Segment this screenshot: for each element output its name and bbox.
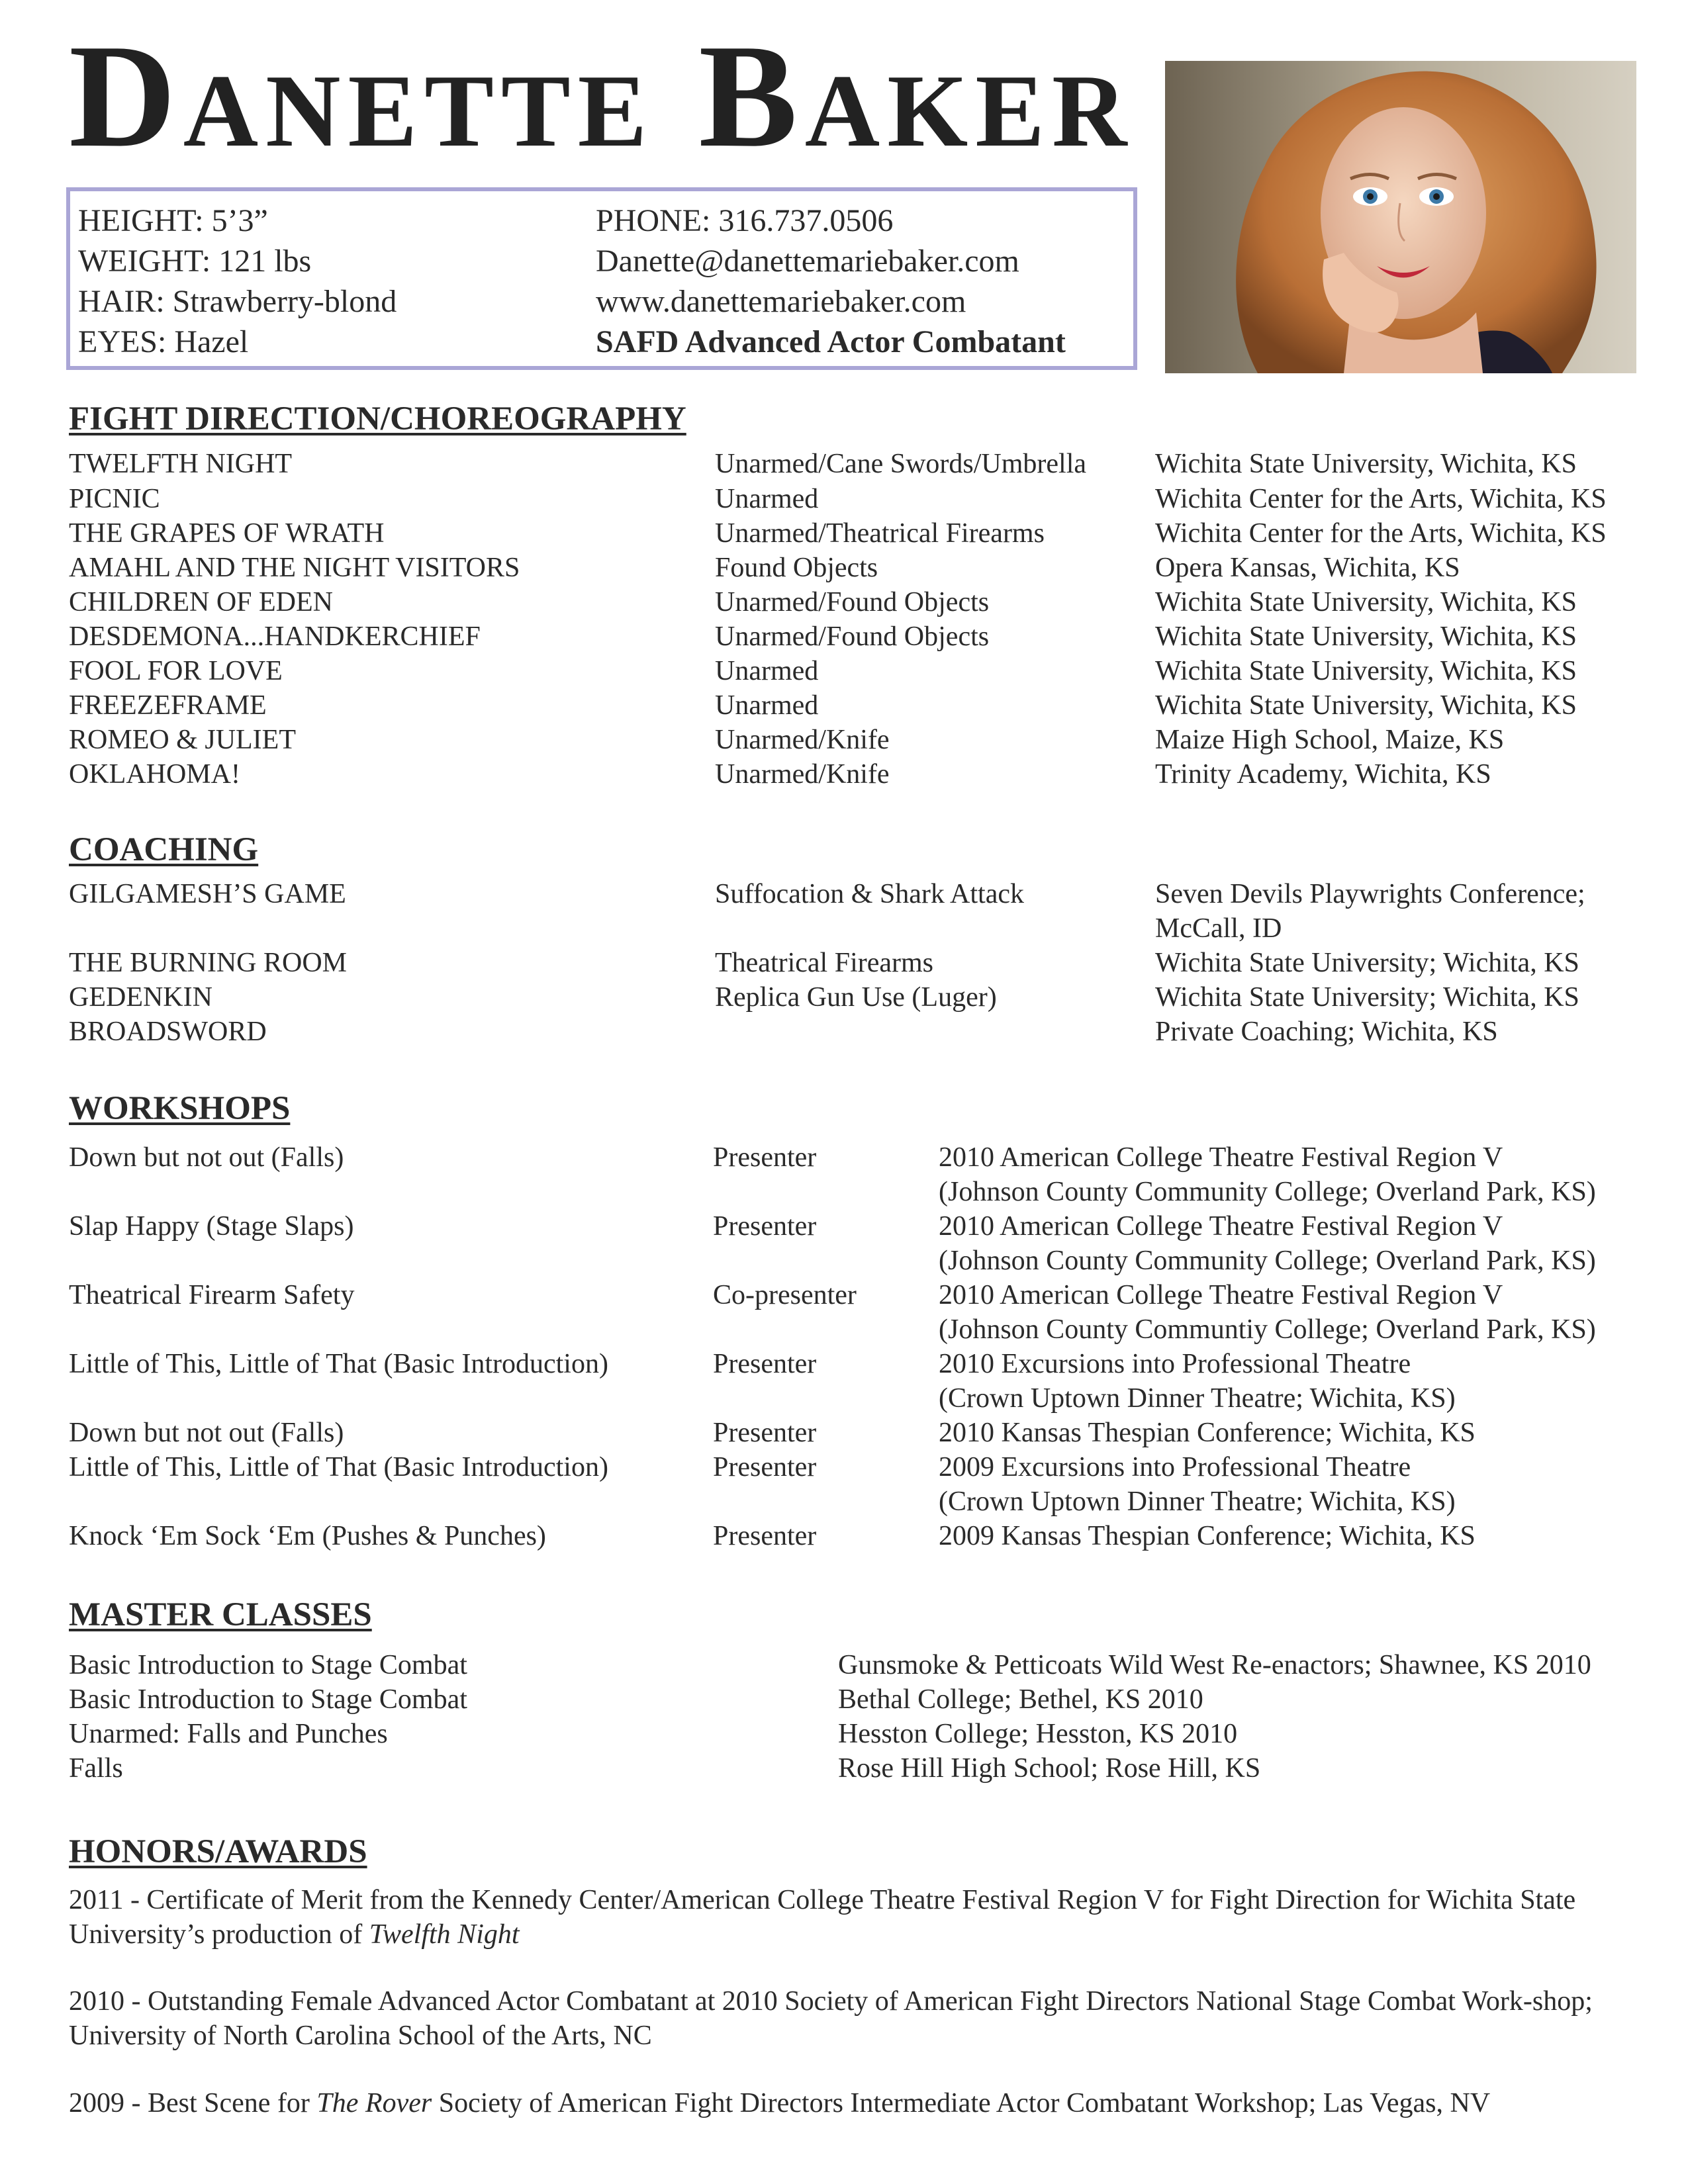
workshop-row <box>0 1244 1688 1278</box>
production-venue: Opera Kansas, Wichita, KS <box>1155 553 1460 583</box>
master-class-venue: Hesston College; Hesston, KS 2010 <box>838 1719 1238 1749</box>
fight-direction-heading: FIGHT DIRECTION/CHOREOGRAPHY <box>69 400 686 437</box>
fight-style: Unarmed/Cane Swords/Umbrella <box>715 449 1087 479</box>
workshop-title: Theatrical Firearm Safety <box>69 1280 355 1310</box>
workshop-event: 2009 Kansas Thespian Conference; Wichita, KS <box>939 1521 1476 1551</box>
workshop-title: Slap Happy (Stage Slaps) <box>69 1211 354 1242</box>
hair-text: HAIR: Strawberry-blond <box>78 284 397 319</box>
fight-style: Unarmed/Knife <box>715 759 890 790</box>
honors-heading: HONORS/AWARDS <box>69 1833 367 1870</box>
production-title: PICNIC <box>69 484 160 514</box>
workshop-row <box>0 1312 1688 1347</box>
production-title: OKLAHOMA! <box>69 759 240 790</box>
workshop-event: 2009 Excursions into Professional Theatre <box>939 1452 1411 1482</box>
name-heading: Danette Baker <box>69 14 1135 178</box>
honor-production-title: The Rover <box>316 2088 432 2118</box>
contact-info-box <box>66 187 1137 370</box>
production-title: THE BURNING ROOM <box>69 948 347 978</box>
honor-text: 2009 - Best Scene for <box>69 2088 317 2118</box>
workshop-event: (Crown Uptown Dinner Theatre; Wichita, KS) <box>939 1383 1456 1414</box>
workshop-event: (Johnson County Communtiy College; Overland Park, KS) <box>939 1314 1596 1345</box>
coaching-row <box>0 877 1688 911</box>
production-title: AMAHL AND THE NIGHT VISITORS <box>69 553 520 583</box>
coaching-venue: Private Coaching; Wichita, KS <box>1155 1017 1498 1047</box>
fight-direction-row <box>0 447 1688 481</box>
coaching-venue: Seven Devils Playwrights Conference; <box>1155 879 1585 909</box>
coaching-row <box>0 1015 1688 1049</box>
workshop-event: 2010 American College Theatre Festival Region V <box>939 1211 1503 1242</box>
honor-item <box>69 2086 1644 2120</box>
coaching-row <box>0 980 1688 1015</box>
workshop-row <box>0 1381 1688 1416</box>
workshop-role: Presenter <box>713 1521 817 1551</box>
workshop-event: (Crown Uptown Dinner Theatre; Wichita, KS) <box>939 1486 1456 1517</box>
workshop-row <box>0 1278 1688 1312</box>
workshop-row <box>0 1175 1688 1209</box>
production-title: CHILDREN OF EDEN <box>69 587 333 617</box>
production-venue: Trinity Academy, Wichita, KS <box>1155 759 1491 790</box>
workshop-row <box>0 1416 1688 1450</box>
workshop-role: Presenter <box>713 1142 817 1173</box>
production-venue: Maize High School, Maize, KS <box>1155 725 1505 755</box>
workshop-event: 2010 American College Theatre Festival Region V <box>939 1142 1503 1173</box>
production-title: GEDENKIN <box>69 982 212 1013</box>
workshop-title: Down but not out (Falls) <box>69 1142 344 1173</box>
fight-style: Unarmed/Theatrical Firearms <box>715 518 1045 549</box>
workshop-event: (Johnson County Community College; Overland Park, KS) <box>939 1177 1596 1207</box>
honor-text: 2011 - Certificate of Merit from the Kennedy Center/American College Theatre Festival Region V for Fight Direction for Wichita State University’s production of <box>69 1885 1576 1950</box>
workshop-role: Co-presenter <box>713 1280 857 1310</box>
coaching-row <box>0 946 1688 980</box>
fight-direction-row <box>0 723 1688 757</box>
workshop-title: Little of This, Little of That (Basic Introduction) <box>69 1452 608 1482</box>
coaching-venue: McCall, ID <box>1155 913 1282 944</box>
physical-stats <box>78 201 397 362</box>
headshot-photo <box>1165 61 1636 373</box>
workshop-row <box>0 1347 1688 1381</box>
master-class-venue: Bethal College; Bethel, KS 2010 <box>838 1684 1203 1715</box>
fight-direction-row <box>0 757 1688 792</box>
fight-direction-row <box>0 516 1688 551</box>
honor-text-end: Society of American Fight Directors Intermediate Actor Combatant Workshop; Las Vegas, NV <box>432 2088 1491 2118</box>
honor-item <box>69 1883 1644 1952</box>
workshop-event: 2010 Excursions into Professional Theatre <box>939 1349 1411 1379</box>
production-venue: Wichita State University, Wichita, KS <box>1155 621 1577 652</box>
workshop-role: Presenter <box>713 1452 817 1482</box>
workshop-event: 2010 Kansas Thespian Conference; Wichita, KS <box>939 1418 1476 1448</box>
workshop-row <box>0 1140 1688 1175</box>
coaching-row <box>0 911 1688 946</box>
master-class-row <box>0 1717 1688 1751</box>
coaching-type: Theatrical Firearms <box>715 948 934 978</box>
workshop-title: Little of This, Little of That (Basic Introduction) <box>69 1349 608 1379</box>
coaching-type: Replica Gun Use (Luger) <box>715 982 997 1013</box>
production-venue: Wichita State University, Wichita, KS <box>1155 449 1577 479</box>
workshops-heading: WORKSHOPS <box>69 1090 291 1127</box>
master-class-row <box>0 1648 1688 1682</box>
fight-style: Unarmed <box>715 690 819 721</box>
master-class-title: Basic Introduction to Stage Combat <box>69 1684 467 1715</box>
workshop-role: Presenter <box>713 1418 817 1448</box>
fight-style: Found Objects <box>715 553 878 583</box>
production-venue: Wichita State University, Wichita, KS <box>1155 690 1577 721</box>
workshop-row <box>0 1209 1688 1244</box>
coaching-venue: Wichita State University; Wichita, KS <box>1155 948 1579 978</box>
workshop-event: (Johnson County Community College; Overland Park, KS) <box>939 1246 1596 1276</box>
fight-direction-row <box>0 482 1688 516</box>
production-title: FOOL FOR LOVE <box>69 656 283 686</box>
production-title: DESDEMONA...HANDKERCHIEF <box>69 621 481 652</box>
fight-style: Unarmed <box>715 656 819 686</box>
master-class-title: Falls <box>69 1753 123 1784</box>
coaching-venue: Wichita State University; Wichita, KS <box>1155 982 1579 1013</box>
master-classes-heading: MASTER CLASSES <box>69 1596 372 1633</box>
contact-details <box>596 201 1066 362</box>
honor-production-title: Twelfth Night <box>369 1919 520 1950</box>
production-title: TWELFTH NIGHT <box>69 449 293 479</box>
fight-style: Unarmed <box>715 484 819 514</box>
workshop-row <box>0 1484 1688 1519</box>
production-title: GILGAMESH’S GAME <box>69 879 346 909</box>
production-venue: Wichita State University, Wichita, KS <box>1155 587 1577 617</box>
master-class-title: Basic Introduction to Stage Combat <box>69 1650 467 1680</box>
certification-text: SAFD Advanced Actor Combatant <box>596 324 1066 359</box>
eyes-text: EYES: Hazel <box>78 324 249 359</box>
workshop-title: Knock ‘Em Sock ‘Em (Pushes & Punches) <box>69 1521 546 1551</box>
coaching-type: Suffocation & Shark Attack <box>715 879 1024 909</box>
height-text: HEIGHT: 5’3” <box>78 203 268 238</box>
fight-direction-row <box>0 551 1688 585</box>
production-venue: Wichita State University, Wichita, KS <box>1155 656 1577 686</box>
fight-direction-row <box>0 585 1688 619</box>
website-link[interactable]: www.danettemariebaker.com <box>596 284 966 319</box>
production-venue: Wichita Center for the Arts, Wichita, KS <box>1155 484 1607 514</box>
production-title: THE GRAPES OF WRATH <box>69 518 385 549</box>
workshop-role: Presenter <box>713 1349 817 1379</box>
workshop-row <box>0 1450 1688 1484</box>
phone-text: PHONE: 316.737.0506 <box>596 203 894 238</box>
master-class-venue: Rose Hill High School; Rose Hill, KS <box>838 1753 1261 1784</box>
fight-style: Unarmed/Found Objects <box>715 621 990 652</box>
honor-item <box>69 1984 1644 2053</box>
production-title: BROADSWORD <box>69 1017 267 1047</box>
master-class-venue: Gunsmoke & Petticoats Wild West Re-enactors; Shawnee, KS 2010 <box>838 1650 1591 1680</box>
fight-direction-row <box>0 654 1688 688</box>
fight-direction-row <box>0 619 1688 654</box>
master-class-title: Unarmed: Falls and Punches <box>69 1719 388 1749</box>
email-link[interactable]: Danette@danettemariebaker.com <box>596 244 1019 279</box>
workshop-event: 2010 American College Theatre Festival Region V <box>939 1280 1503 1310</box>
coaching-heading: COACHING <box>69 831 259 868</box>
master-class-row <box>0 1682 1688 1717</box>
honor-text: 2010 - Outstanding Female Advanced Actor Combatant at 2010 Society of American Fight Directors National Stage Combat Work-shop; University of North Carolina School of the Arts, NC <box>69 1986 1593 2051</box>
workshop-role: Presenter <box>713 1211 817 1242</box>
workshop-row <box>0 1519 1688 1553</box>
weight-text: WEIGHT: 121 lbs <box>78 244 312 279</box>
production-venue: Wichita Center for the Arts, Wichita, KS <box>1155 518 1607 549</box>
fight-direction-row <box>0 688 1688 723</box>
production-title: ROMEO & JULIET <box>69 725 296 755</box>
master-class-row <box>0 1751 1688 1786</box>
production-title: FREEZEFRAME <box>69 690 267 721</box>
workshop-title: Down but not out (Falls) <box>69 1418 344 1448</box>
fight-style: Unarmed/Knife <box>715 725 890 755</box>
fight-style: Unarmed/Found Objects <box>715 587 990 617</box>
